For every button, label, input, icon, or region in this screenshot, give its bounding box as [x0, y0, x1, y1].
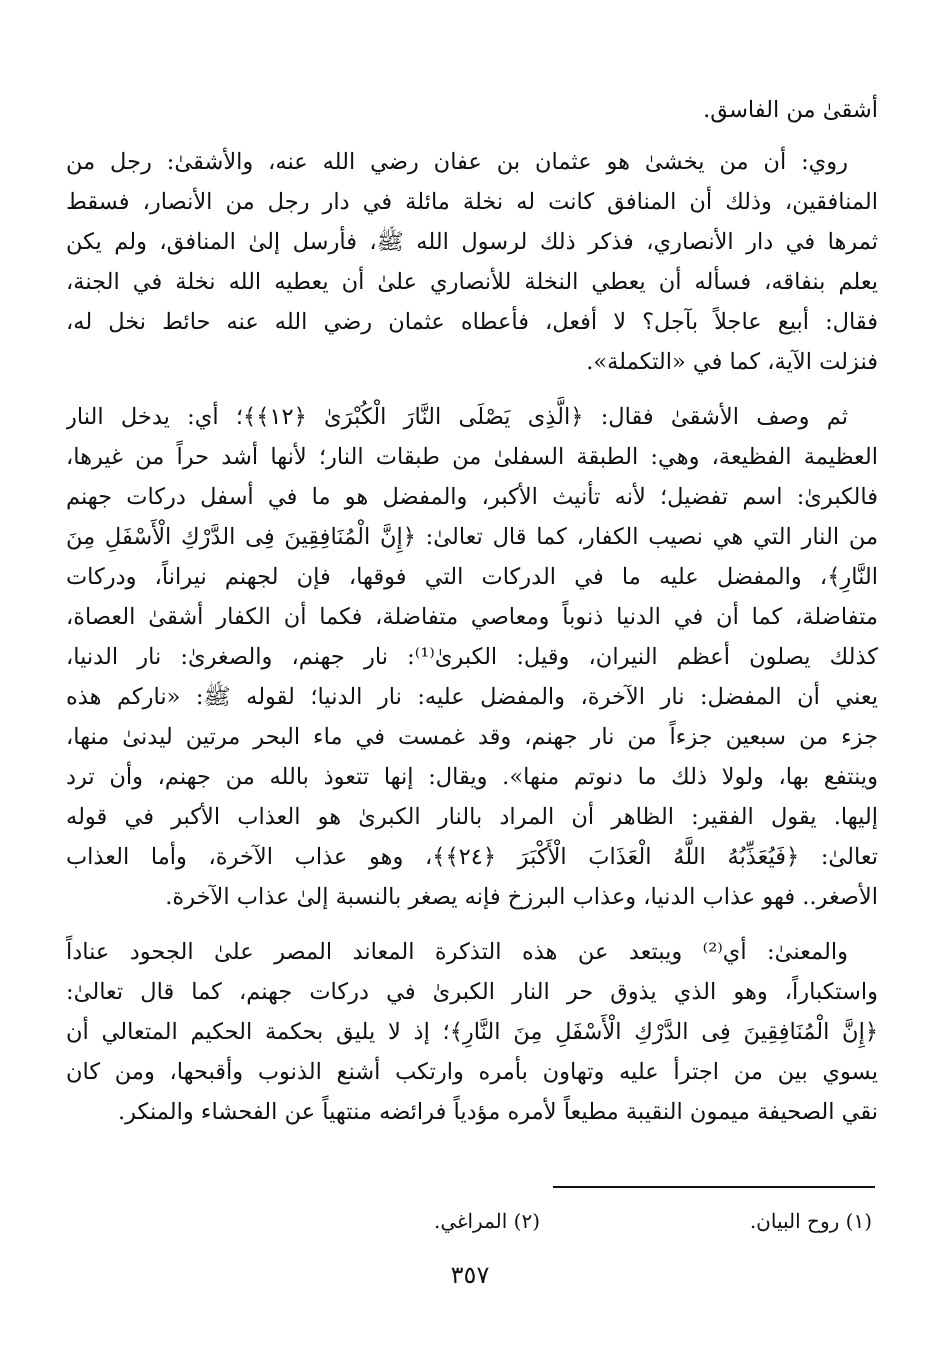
text-line-20: الأصغر.. فهو عذاب الدنيا، وعذاب البرزخ فإنه يصغر بالنسبة إلىٰ عذاب الآخرة.	[165, 884, 878, 910]
footnote-2: (٢) المراغي.	[433, 1209, 540, 1233]
page-number: ٣٥٧	[450, 1261, 490, 1289]
text-line-1: أشقىٰ من الفاسق.	[703, 97, 878, 123]
text-line-18: إليها. يقول الفقير: الظاهر أن المراد بالنار الكبرىٰ هو العذاب الأكبر في قوله	[66, 804, 878, 830]
text-line-21: والمعنىٰ: أي⁽²⁾ ويبتعد عن هذه التذكرة المعاند المصر علىٰ الجحود عناداً	[66, 939, 848, 965]
footnote-1: (١) روح البيان.	[749, 1209, 872, 1233]
text-line-10: فالكبرىٰ: اسم تفضيل؛ لأنه تأنيث الأكبر، والمفضل هو ما في أسفل دركات جهنم	[66, 484, 878, 510]
text-line-15: يعني أن المفضل: نار الآخرة، والمفضل عليه: نار الدنيا؛ لقوله ﷺ: «ناركم هذه	[66, 684, 878, 710]
text-line-23: ﴿إِنَّ الْمُنَافِقِينَ فِى الدَّرْكِ الْأَسْفَلِ مِنَ النَّارِ﴾؛ إذ لا يليق بحكمة الحكيم المتعالي أن	[66, 1019, 878, 1045]
text-line-19: تعالىٰ: ﴿فَيُعَذِّبُهُ اللَّهُ الْعَذَابَ الْأَكْبَرَ ﴿٢٤﴾﴾، وهو عذاب الآخرة، وأما العذاب	[66, 844, 878, 870]
text-line-13: متفاضلة، كما أن في الدنيا ذنوباً ومعاصي متفاضلة، فكما أن الكفار أشقىٰ العصاة،	[66, 604, 878, 630]
text-line-22: واستكباراً، وهو الذي يذوق حر النار الكبرىٰ في دركات جهنم، كما قال تعالىٰ:	[66, 979, 878, 1005]
text-line-8: ثم وصف الأشقىٰ فقال: ﴿الَّذِى يَصْلَى النَّارَ الْكُبْرَىٰ ﴿١٢﴾﴾؛ أي: يدخل النار	[66, 404, 848, 430]
text-line-12: النَّارِ﴾، والمفضل عليه ما في الدركات التي فوقها، فإن لجهنم نيراناً، ودركات	[66, 564, 878, 590]
text-line-2: روي: أن من يخشىٰ هو عثمان بن عفان رضي الله عنه، والأشقىٰ: رجل من	[66, 149, 848, 175]
text-line-9: العظيمة الفظيعة، وهي: الطبقة السفلىٰ من طبقات النار؛ لأنها أشد حراً من غيرها،	[66, 444, 878, 470]
text-line-7: فنزلت الآية، كما في «التكملة».	[586, 349, 878, 375]
text-line-16: جزء من سبعين جزءاً من نار جهنم، وقد غمست في ماء البحر مرتين ليدنىٰ منها،	[66, 724, 878, 750]
text-line-14: كذلك يصلون أعظم النيران، وقيل: الكبرىٰ⁽¹⁾: نار جهنم، والصغرىٰ: نار الدنيا،	[66, 644, 878, 670]
text-line-3: المنافقين، وذلك أن المنافق كانت له نخلة مائلة في دار رجل من الأنصار، فسقط	[66, 189, 878, 215]
text-line-17: وينتفع بها، ولولا ذلك ما دنوتم منها». ويقال: إنها تتعوذ بالله من جهنم، وأن ترد	[66, 764, 878, 790]
text-line-11: من النار التي هي نصيب الكفار، كما قال تعالىٰ: ﴿إِنَّ الْمُنَافِقِينَ فِى الدَّرْكِ الْأَسْفَلِ مِنَ	[66, 524, 878, 550]
text-line-4: ثمرها في دار الأنصاري، فذكر ذلك لرسول الله ﷺ، فأرسل إلىٰ المنافق، ولم يكن	[66, 229, 878, 255]
text-line-6: فقال: أبيع عاجلاً بآجل؟ لا أفعل، فأعطاه عثمان رضي الله عنه حائط نخل له،	[66, 309, 878, 335]
footnote-separator	[553, 1186, 875, 1188]
text-line-5: يعلم بنفاقه، فسأله أن يعطي النخلة للأنصاري علىٰ أن يعطيه الله نخلة في الجنة،	[66, 269, 878, 295]
text-line-25: نقي الصحيفة ميمون النقيبة مطيعاً لأمره مؤدياً فرائضه منتهياً عن الفحشاء والمنكر.	[117, 1099, 878, 1125]
text-line-24: يسوي بين من اجترأ عليه وتهاون بأمره وارتكب أشنع الذنوب وأقبحها، ومن كان	[66, 1059, 878, 1085]
